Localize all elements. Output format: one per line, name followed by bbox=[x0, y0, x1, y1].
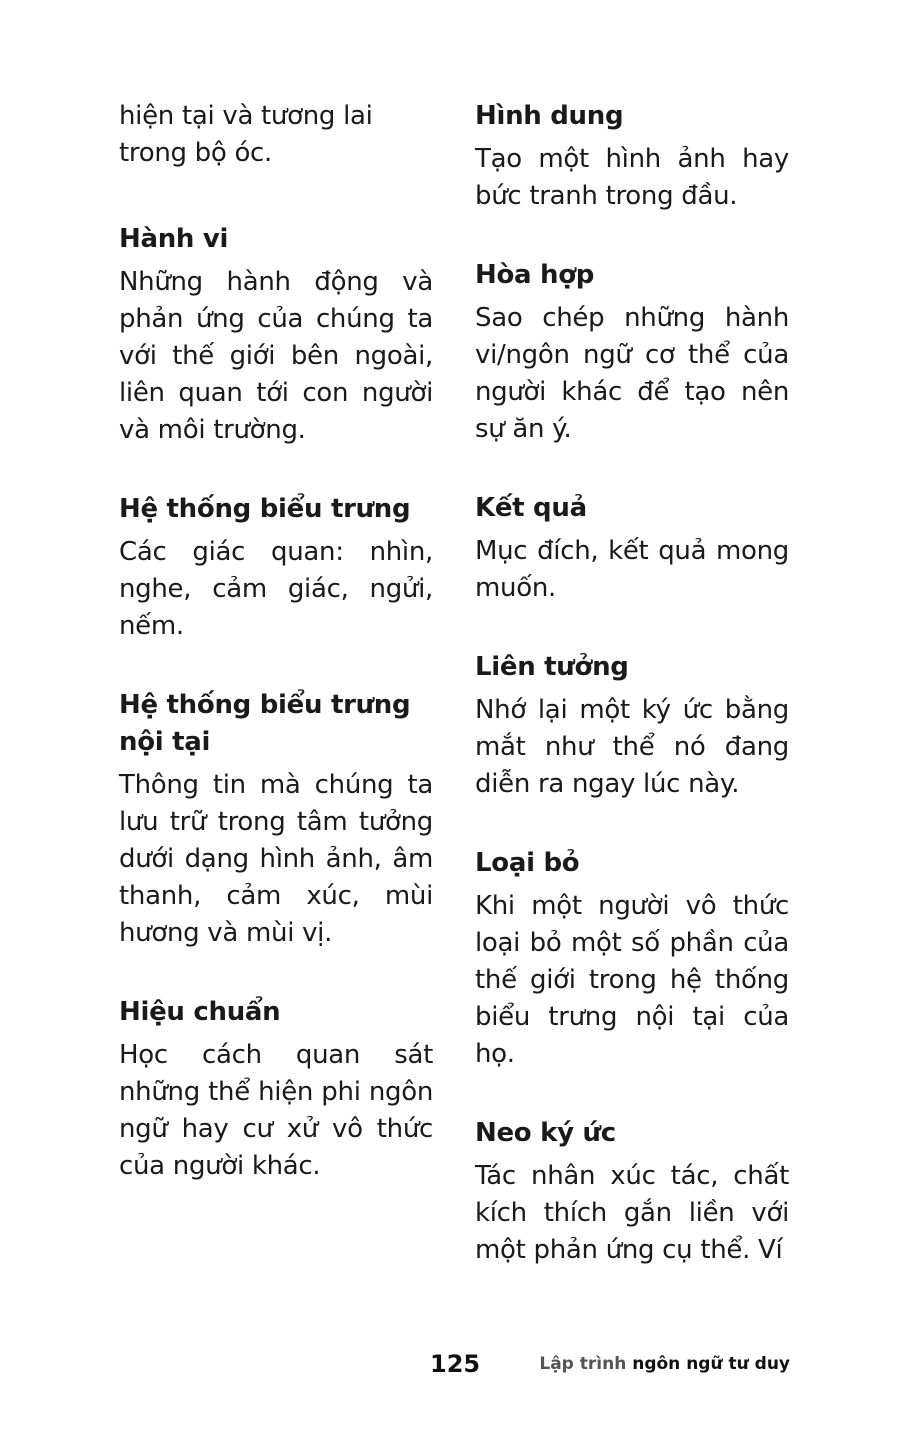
running-title-part-1: Lập trình bbox=[539, 1354, 627, 1374]
glossary-term: Hệ thống biểu trưng bbox=[119, 494, 411, 524]
glossary-definition: Tác nhân xúc tác, chất kích thích gắn liền với một phản ứng cụ thể. Ví bbox=[475, 1161, 789, 1265]
glossary-term: Hiệu chuẩn bbox=[119, 997, 281, 1027]
running-title bbox=[539, 1349, 790, 1379]
page-footer bbox=[430, 1346, 790, 1382]
glossary-entry bbox=[119, 994, 433, 1185]
page-number: 125 bbox=[430, 1350, 481, 1378]
glossary-term: Hình dung bbox=[475, 101, 624, 131]
glossary-definition: Học cách quan sát những thể hiện phi ngôn ngữ hay cư xử vô thức của người khác. bbox=[119, 1040, 433, 1181]
glossary-entry bbox=[475, 1115, 789, 1269]
glossary-entry bbox=[475, 98, 789, 215]
glossary-definition: Thông tin mà chúng ta lưu trữ trong tâm tưởng dưới dạng hình ảnh, âm thanh, cảm xúc, mùi hương và mùi vị. bbox=[119, 770, 433, 948]
glossary-term: Hành vi bbox=[119, 224, 229, 254]
running-title-part-2: ngôn ngữ tư duy bbox=[632, 1354, 790, 1374]
glossary-entry bbox=[475, 845, 789, 1073]
glossary-entry bbox=[475, 490, 789, 607]
glossary-term: Hệ thống biểu trưng nội tại bbox=[119, 690, 411, 757]
glossary-entry bbox=[119, 221, 433, 449]
glossary-definition: Tạo một hình ảnh hay bức tranh trong đầu. bbox=[475, 144, 789, 211]
glossary-term: Loại bỏ bbox=[475, 848, 580, 878]
glossary-term: Hòa hợp bbox=[475, 260, 595, 290]
glossary-entry bbox=[475, 257, 789, 448]
glossary-term: Liên tưởng bbox=[475, 652, 629, 682]
glossary-continuation bbox=[119, 98, 433, 172]
left-column bbox=[119, 98, 433, 1227]
glossary-entry bbox=[119, 687, 433, 952]
glossary-definition: Khi một người vô thức loại bỏ một số phần của thế giới trong hệ thống biểu trưng nội tại của họ. bbox=[475, 891, 789, 1069]
glossary-definition: Nhớ lại một ký ức bằng mắt như thể nó đang diễn ra ngay lúc này. bbox=[475, 695, 789, 799]
glossary-entry bbox=[119, 491, 433, 645]
right-column bbox=[475, 98, 789, 1311]
glossary-definition: Mục đích, kết quả mong muốn. bbox=[475, 536, 789, 603]
glossary-definition: Các giác quan: nhìn, nghe, cảm giác, ngửi, nếm. bbox=[119, 537, 433, 641]
glossary-term: Kết quả bbox=[475, 493, 587, 523]
glossary-definition: Sao chép những hành vi/ngôn ngữ cơ thể của người khác để tạo nên sự ăn ý. bbox=[475, 303, 789, 444]
glossary-definition: Những hành động và phản ứng của chúng ta với thế giới bên ngoài, liên quan tới con người và môi trường. bbox=[119, 267, 433, 445]
glossary-term: Neo ký ức bbox=[475, 1118, 616, 1148]
continuation-text: hiện tại và tương lai trong bộ óc. bbox=[119, 101, 373, 168]
glossary-entry bbox=[475, 649, 789, 803]
